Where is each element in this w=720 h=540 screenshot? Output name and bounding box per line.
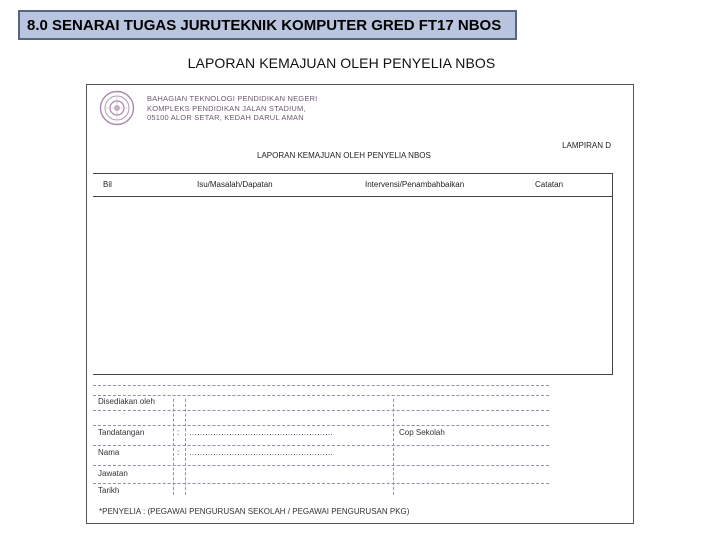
divider [93,425,549,426]
divider [93,395,549,396]
section-header [18,10,517,40]
divider [173,399,174,495]
divider [93,483,549,484]
name-dots: ……………………………………………… [189,448,333,457]
supervisor-note: *PENYELIA : (PEGAWAI PENGURUSAN SEKOLAH / PEGAWAI PENGURUSAN PKG) [99,507,410,516]
divider [185,399,186,495]
label-tarikh: Tarikh [98,486,120,495]
label-disediakan-oleh: Disediakan oleh [98,397,155,406]
label-cop-sekolah: Cop Sekolah [399,428,445,437]
label-tandatangan: Tandatangan [98,428,145,437]
colon: : [177,428,180,437]
section-title: 8.0 SENARAI TUGAS JURUTEKNIK KOMPUTER GRED FT17 NBOS [27,16,502,34]
report-form-image [86,84,634,524]
column-header-isu: Isu/Masalah/Dapatan [197,180,273,189]
column-header-intervensi: Intervensi/Penambahbaikan [365,180,465,189]
divider [93,410,549,411]
agency-seal-icon [99,90,135,126]
agency-line: BAHAGIAN TEKNOLOGI PENDIDIKAN NEGERI [147,94,318,103]
header-divider [93,196,612,197]
label-nama: Nama [98,448,120,457]
form-title: LAPORAN KEMAJUAN OLEH PENYELIA NBOS [257,151,431,160]
agency-line: 05100 ALOR SETAR, KEDAH DARUL AMAN [147,113,304,123]
divider [93,465,549,466]
agency-line: KOMPLEKS PENDIDIKAN JALAN STADIUM, [147,103,306,113]
page-subtitle: LAPORAN KEMAJUAN OLEH PENYELIA NBOS [187,55,496,71]
divider [93,385,549,386]
column-header-bil: Bil [103,180,112,189]
colon: : [177,448,180,457]
agency-address [147,94,317,123]
divider [93,445,549,446]
signature-dots: ……………………………………………… [189,428,333,437]
signature-block [93,385,549,495]
divider [393,399,394,495]
label-jawatan: Jawatan [98,469,128,478]
column-header-catatan: Catatan [535,180,564,189]
report-table [93,173,613,375]
lampiran-label: LAMPIRAN D [562,141,611,150]
